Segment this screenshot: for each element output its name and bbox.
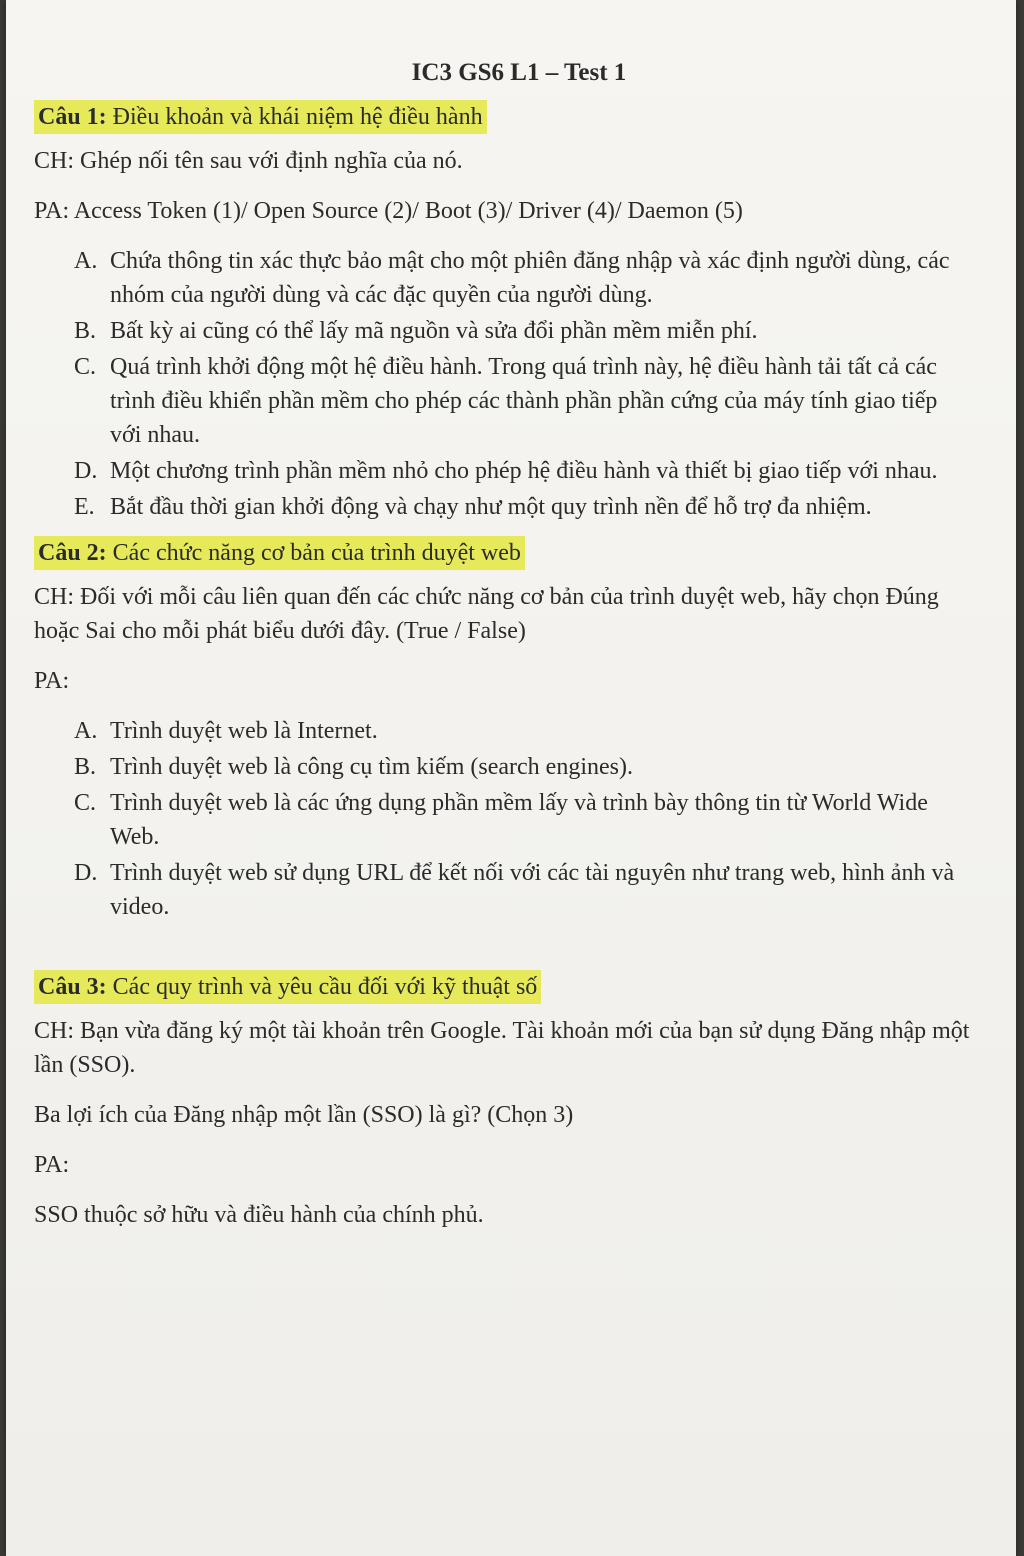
question-3-ch: CH: Bạn vừa đăng ký một tài khoản trên Google. Tài khoản mới của bạn sử dụng Đăng nhập một lần (SSO).: [34, 1018, 970, 1078]
question-2: [34, 536, 974, 924]
question-1: [34, 100, 974, 524]
option-text: Trình duyệt web là Internet.: [110, 718, 378, 744]
question-2-label: Câu 2:: [38, 540, 107, 566]
document-content: [34, 56, 974, 1248]
option-item: [74, 750, 974, 784]
question-1-options: [34, 244, 974, 524]
question-1-pa: PA: Access Token (1)/ Open Source (2)/ Boot (3)/ Driver (4)/ Daemon (5): [34, 198, 743, 224]
option-text: Trình duyệt web là các ứng dụng phần mềm lấy và trình bày thông tin từ World Wide Web.: [110, 790, 928, 850]
option-item: [74, 856, 974, 924]
option-letter: C.: [74, 790, 97, 816]
question-2-heading: [34, 536, 525, 570]
option-item: [74, 244, 974, 312]
option-letter: D.: [74, 458, 98, 484]
option-item: [74, 786, 974, 854]
option-text: Một chương trình phần mềm nhỏ cho phép hệ điều hành và thiết bị giao tiếp với nhau.: [110, 458, 938, 484]
question-1-label: Câu 1:: [38, 104, 107, 130]
option-letter: C.: [74, 354, 97, 380]
question-3-question: Ba lợi ích của Đăng nhập một lần (SSO) là gì? (Chọn 3): [34, 1102, 574, 1128]
option-letter: A.: [74, 718, 98, 744]
question-3-pa: PA:: [34, 1152, 70, 1178]
option-item: [74, 490, 974, 524]
question-3-heading: [34, 970, 541, 1004]
option-text: Bất kỳ ai cũng có thể lấy mã nguồn và sửa đổi phần mềm miễn phí.: [110, 318, 758, 344]
option-item: [74, 714, 974, 748]
option-item: [74, 350, 974, 452]
option-letter: E.: [74, 494, 95, 520]
spacer: [34, 936, 974, 970]
question-2-options: [34, 714, 974, 924]
option-text: Bắt đầu thời gian khởi động và chạy như một quy trình nền để hỗ trợ đa nhiệm.: [110, 494, 872, 520]
option-letter: D.: [74, 860, 98, 886]
option-text: Trình duyệt web sử dụng URL để kết nối với các tài nguyên như trang web, hình ảnh và video.: [110, 860, 955, 920]
option-item: [74, 454, 974, 488]
question-2-pa: PA:: [34, 668, 70, 694]
option-item: [74, 314, 974, 348]
question-2-ch: CH: Đối với mỗi câu liên quan đến các chức năng cơ bản của trình duyệt web, hãy chọn Đúng hoặc Sai cho mỗi phát biểu dưới đây. (True / False): [34, 584, 939, 644]
document-title: IC3 GS6 L1 – Test 1: [411, 59, 627, 86]
option-letter: B.: [74, 754, 97, 780]
question-1-topic: Điều khoản và khái niệm hệ điều hành: [106, 104, 483, 130]
option-text: Chứa thông tin xác thực bảo mật cho một phiên đăng nhập và xác định người dùng, các nhóm của người dùng và các đặc quyền của người dùng.: [110, 248, 950, 308]
question-3-answer: SSO thuộc sở hữu và điều hành của chính phủ.: [34, 1202, 484, 1228]
option-letter: A.: [74, 248, 98, 274]
option-letter: B.: [74, 318, 97, 344]
option-text: Quá trình khởi động một hệ điều hành. Trong quá trình này, hệ điều hành tải tất cả các trình điều khiển phần mềm cho phép các thành phần phần cứng của máy tính giao tiếp với nhau.: [110, 354, 938, 448]
option-text: Trình duyệt web là công cụ tìm kiếm (search engines).: [110, 754, 633, 780]
question-3-topic: Các quy trình và yêu cầu đối với kỹ thuật số: [106, 974, 538, 1000]
question-2-topic: Các chức năng cơ bản của trình duyệt web: [106, 540, 521, 566]
question-1-heading: [34, 100, 487, 134]
question-3: [34, 970, 974, 1232]
question-3-label: Câu 3:: [38, 974, 107, 1000]
question-1-ch: CH: Ghép nối tên sau với định nghĩa của nó.: [34, 148, 463, 174]
document-page: [6, 0, 1016, 1556]
